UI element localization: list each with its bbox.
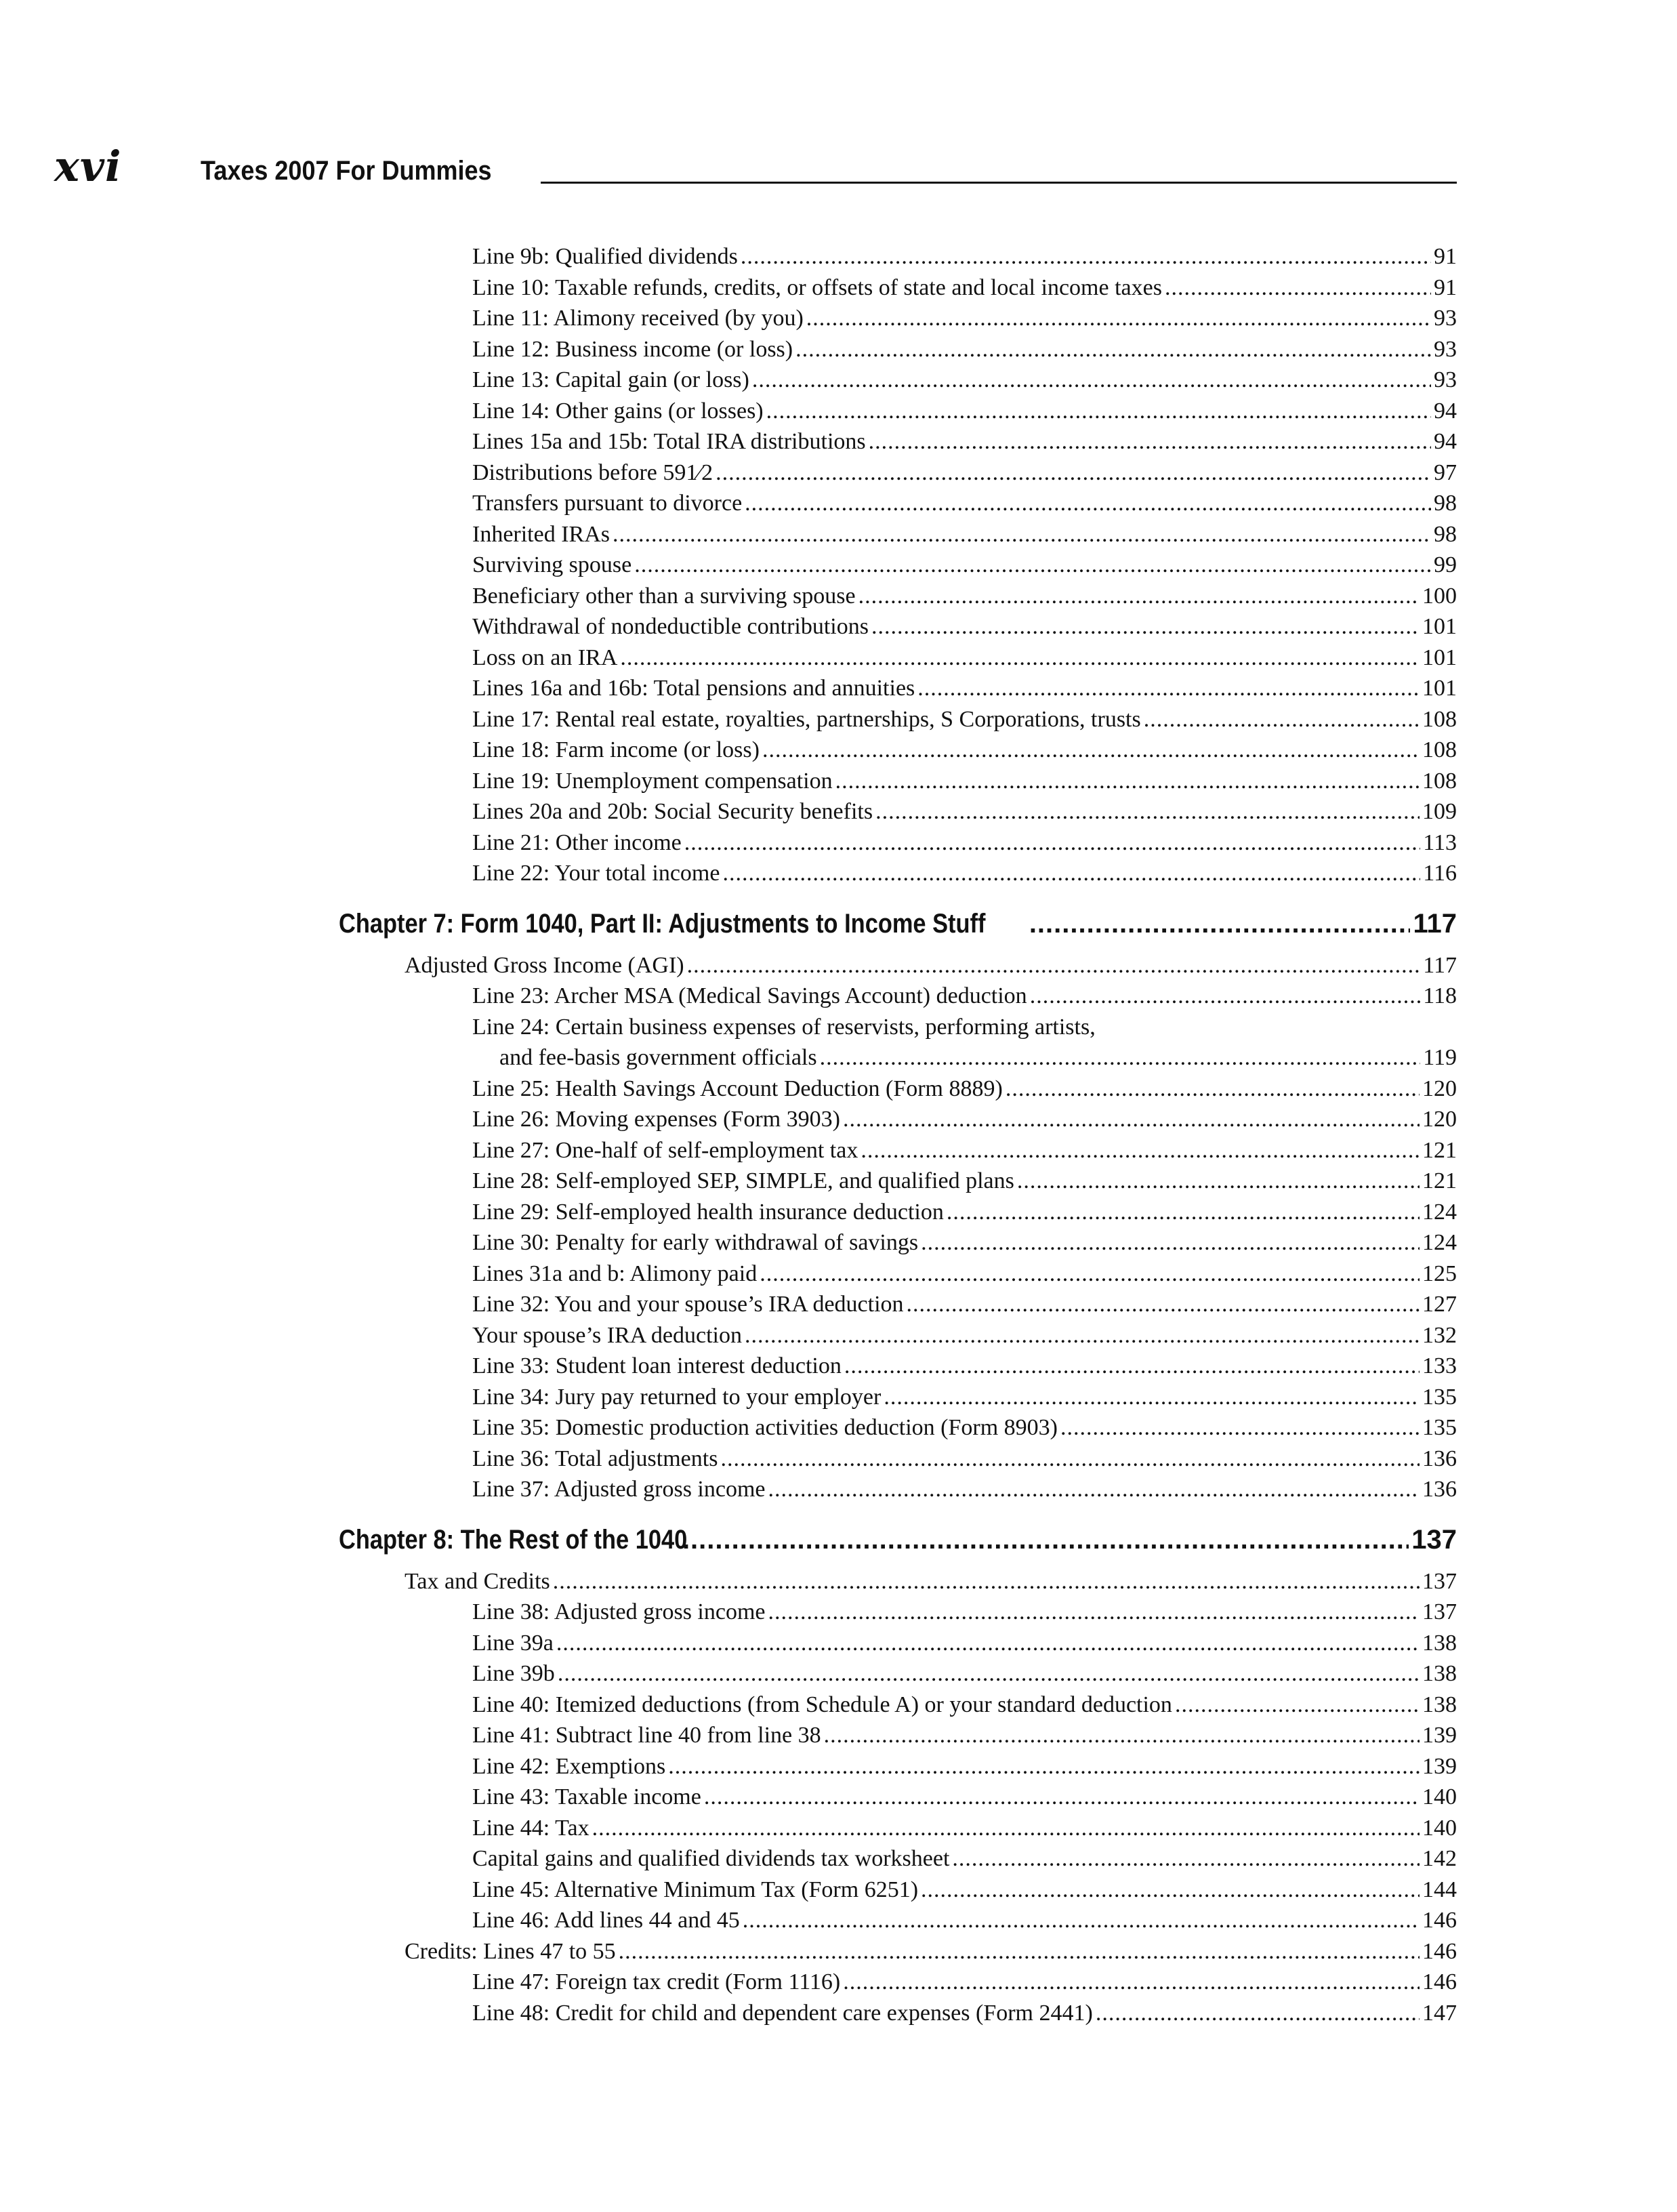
toc-entry-page: 138 <box>1422 1692 1457 1717</box>
toc-entry <box>339 1782 1457 1813</box>
toc-entry-page: 101 <box>1422 676 1457 701</box>
toc-entry-label: Line 11: Alimony received (by you) <box>472 306 804 331</box>
toc-entry <box>339 365 1457 396</box>
dot-leader <box>682 1523 1409 1557</box>
toc-entry-page: 93 <box>1434 336 1457 362</box>
dot-leader <box>1006 1073 1420 1105</box>
dot-leader <box>921 1875 1420 1906</box>
toc-section <box>339 950 1457 981</box>
toc-entry-page: 101 <box>1422 614 1457 639</box>
toc-entry <box>339 303 1457 334</box>
dot-leader <box>1017 1166 1420 1197</box>
toc-entry-page: 100 <box>1422 583 1457 609</box>
toc-entry-label: Line 25: Health Savings Account Deduction (Form 8889) <box>472 1076 1003 1101</box>
toc-entry <box>339 1412 1457 1443</box>
dot-leader <box>1175 1689 1420 1721</box>
chapter-heading-7 <box>339 907 1457 941</box>
dot-leader <box>835 766 1420 797</box>
toc-entry-label: Line 26: Moving expenses (Form 3903) <box>472 1107 840 1132</box>
dot-leader <box>592 1813 1420 1844</box>
toc-entry-page: 93 <box>1434 306 1457 331</box>
toc-entry <box>339 1474 1457 1505</box>
toc-entry <box>339 1382 1457 1413</box>
dot-leader <box>843 1104 1420 1135</box>
toc-entry-page: 124 <box>1422 1230 1457 1255</box>
toc-entry <box>339 858 1457 889</box>
dot-leader <box>741 241 1431 272</box>
toc-entry-label: Line 47: Foreign tax credit (Form 1116) <box>472 1969 841 1994</box>
dot-leader <box>766 396 1431 427</box>
toc-entry-continuation <box>339 1042 1457 1073</box>
toc-entry-label: Loss on an IRA <box>472 644 618 670</box>
dot-leader <box>687 950 1421 981</box>
toc-entry <box>339 1166 1457 1197</box>
toc-entry <box>339 1104 1457 1135</box>
dot-leader <box>558 1658 1420 1689</box>
chapter-title: Chapter 7: Form 1040, Part II: Adjustments to Income Stuff <box>339 908 986 939</box>
toc-entry <box>339 241 1457 272</box>
dot-leader <box>556 1628 1420 1659</box>
toc-entry <box>339 272 1457 304</box>
toc-entry-page: 133 <box>1422 1353 1457 1378</box>
toc-entry-page: 127 <box>1422 1292 1457 1317</box>
dot-leader <box>704 1782 1420 1813</box>
dot-leader <box>917 673 1420 704</box>
toc-entry-label: Line 13: Capital gain (or loss) <box>472 367 749 392</box>
toc-entry-page: 118 <box>1423 983 1457 1008</box>
toc-entry-label: Line 24: Certain business expenses of reservists, performing artists, <box>472 1014 1096 1040</box>
toc-entry-label: Lines 15a and 15b: Total IRA distributions <box>472 429 866 454</box>
toc-entry-label: Adjusted Gross Income (AGI) <box>405 952 684 978</box>
toc-entry-label: Line 33: Student loan interest deduction <box>472 1353 842 1378</box>
toc-entry <box>339 1073 1457 1105</box>
toc-entry-label: Lines 20a and 20b: Social Security benefits <box>472 799 873 824</box>
toc-entry <box>339 581 1457 612</box>
toc-entry-label: Line 41: Subtract line 40 from line 38 <box>472 1723 821 1748</box>
dot-leader <box>760 1258 1420 1290</box>
toc-entry-page: 98 <box>1434 491 1457 516</box>
toc-entry <box>339 1751 1457 1782</box>
toc-entry-page: 108 <box>1422 706 1457 732</box>
running-header <box>54 142 1457 197</box>
dot-leader <box>1030 981 1421 1012</box>
toc-entry-label: Line 18: Farm income (or loss) <box>472 737 760 762</box>
toc-group-chapter6-continued <box>339 241 1457 889</box>
toc-entry <box>339 457 1457 489</box>
toc-entry-label: Line 10: Taxable refunds, credits, or offsets of state and local income taxes <box>472 274 1162 300</box>
toc-entry-page: 146 <box>1422 1969 1457 1994</box>
toc-entry <box>339 396 1457 427</box>
toc-entry-page: 117 <box>1423 952 1457 978</box>
toc-entry <box>339 981 1457 1012</box>
chapter-page: 117 <box>1413 908 1457 939</box>
toc-entry-label: Line 29: Self-employed health insurance deduction <box>472 1199 944 1225</box>
toc-entry <box>339 1258 1457 1290</box>
dot-leader <box>613 519 1431 550</box>
dot-leader <box>743 1905 1420 1936</box>
toc-entry-first-line <box>339 1012 1457 1043</box>
toc-entry <box>339 796 1457 827</box>
toc-entry-label: Line 9b: Qualified dividends <box>472 244 738 269</box>
toc-entry-label: Line 39b <box>472 1661 555 1686</box>
table-of-contents <box>339 241 1457 2028</box>
toc-entry-label: Line 40: Itemized deductions (from Schedule A) or your standard deduction <box>472 1692 1172 1717</box>
toc-entry-label: Line 37: Adjusted gross income <box>472 1477 766 1502</box>
toc-group-chapter7 <box>339 1073 1457 1505</box>
dot-leader <box>820 1042 1421 1073</box>
chapter-title: Chapter 8: The Rest of the 1040 <box>339 1524 688 1555</box>
toc-entry-label: Line 19: Unemployment compensation <box>472 768 833 794</box>
toc-entry-page: 132 <box>1422 1322 1457 1348</box>
dot-leader <box>858 581 1420 612</box>
toc-entry-label: Line 28: Self-employed SEP, SIMPLE, and qualified plans <box>472 1168 1014 1193</box>
toc-entry-page: 94 <box>1434 398 1457 424</box>
toc-entry-page: 137 <box>1422 1568 1457 1594</box>
dot-leader <box>752 365 1431 396</box>
toc-entry-page: 108 <box>1422 737 1457 762</box>
toc-entry <box>339 1227 1457 1258</box>
toc-entry-label: Line 34: Jury pay returned to your employer <box>472 1384 882 1410</box>
toc-entry-page: 144 <box>1422 1877 1457 1902</box>
toc-entry-page: 91 <box>1434 274 1457 300</box>
toc-entry-page: 97 <box>1434 459 1457 485</box>
dot-leader <box>716 457 1431 489</box>
toc-entry <box>339 1443 1457 1475</box>
dot-leader <box>884 1382 1420 1413</box>
toc-entry <box>339 766 1457 797</box>
toc-entry-label: Line 48: Credit for child and dependent care expenses (Form 2441) <box>472 2000 1093 2026</box>
header-rule <box>541 182 1457 184</box>
dot-leader <box>619 1936 1420 1967</box>
toc-entry-page: 125 <box>1422 1261 1457 1286</box>
toc-entry-page: 108 <box>1422 768 1457 794</box>
toc-entry <box>339 1689 1457 1721</box>
toc-entry-page: 91 <box>1434 244 1457 269</box>
toc-entry-page: 120 <box>1422 1076 1457 1101</box>
dot-leader <box>634 550 1431 581</box>
toc-entry-label: Your spouse’s IRA deduction <box>472 1322 742 1348</box>
dot-leader <box>620 642 1420 674</box>
toc-entry <box>339 1351 1457 1382</box>
chapter-heading-8 <box>339 1523 1457 1557</box>
toc-entry-label: Line 38: Adjusted gross income <box>472 1599 766 1624</box>
dot-leader <box>871 611 1420 642</box>
toc-entry-page: 119 <box>1423 1045 1457 1070</box>
toc-entry <box>339 1998 1457 2029</box>
toc-entry-label: Line 21: Other income <box>472 830 682 855</box>
dot-leader <box>745 488 1431 519</box>
toc-entry-page: 139 <box>1422 1753 1457 1779</box>
toc-entry <box>339 1843 1457 1875</box>
book-title: Taxes 2007 For Dummies <box>201 156 492 186</box>
dot-leader <box>806 303 1431 334</box>
toc-entry-page: 109 <box>1422 799 1457 824</box>
chapter-page: 137 <box>1411 1524 1457 1555</box>
dot-leader <box>907 1289 1420 1320</box>
toc-entry <box>339 673 1457 704</box>
toc-entry-label: Line 30: Penalty for early withdrawal of savings <box>472 1230 919 1255</box>
toc-entry-page: 135 <box>1422 1415 1457 1440</box>
toc-entry-label: Line 32: You and your spouse’s IRA deduction <box>472 1292 904 1317</box>
toc-entry-page: 138 <box>1422 1661 1457 1686</box>
dot-leader <box>875 796 1420 827</box>
toc-entry-label: Lines 31a and b: Alimony paid <box>472 1261 758 1286</box>
toc-entry-page: 120 <box>1422 1107 1457 1132</box>
dot-leader <box>768 1474 1420 1505</box>
toc-entry-label: Beneficiary other than a surviving spouse <box>472 583 856 609</box>
toc-entry-page: 93 <box>1434 367 1457 392</box>
toc-entry-label: Line 35: Domestic production activities deduction (Form 8903) <box>472 1415 1058 1440</box>
dot-leader <box>844 1351 1420 1382</box>
dot-leader <box>795 334 1431 365</box>
dot-leader <box>762 735 1420 766</box>
toc-entry <box>339 1197 1457 1228</box>
toc-entry <box>339 488 1457 519</box>
toc-entry-page: 137 <box>1422 1599 1457 1624</box>
toc-entry-label: Surviving spouse <box>472 552 632 577</box>
toc-entry-label: Line 17: Rental real estate, royalties, partnerships, S Corporations, trusts <box>472 706 1141 732</box>
toc-entry <box>339 1135 1457 1166</box>
toc-entry <box>339 1658 1457 1689</box>
toc-entry-label: Line 44: Tax <box>472 1815 589 1841</box>
toc-section <box>339 1566 1457 1597</box>
toc-entry-label: Line 22: Your total income <box>472 861 720 886</box>
toc-entry-page: 136 <box>1422 1446 1457 1471</box>
toc-entry-page: 98 <box>1434 521 1457 547</box>
dot-leader <box>722 858 1420 889</box>
toc-entry-label: Line 14: Other gains (or losses) <box>472 398 764 424</box>
dot-leader <box>843 1967 1420 1998</box>
toc-entry-page: 135 <box>1422 1384 1457 1410</box>
toc-entry-page: 121 <box>1422 1137 1457 1163</box>
dot-leader <box>1165 272 1431 304</box>
toc-entry-label: Capital gains and qualified dividends tax worksheet <box>472 1846 950 1871</box>
toc-entry-page: 121 <box>1422 1168 1457 1193</box>
toc-entry-label: and fee-basis government officials <box>499 1045 817 1070</box>
toc-entry <box>339 827 1457 859</box>
toc-entry <box>339 1597 1457 1628</box>
dot-leader <box>745 1320 1420 1351</box>
toc-entry-page: 116 <box>1423 861 1457 886</box>
toc-entry-page: 146 <box>1422 1908 1457 1933</box>
toc-entry <box>339 1905 1457 1936</box>
toc-entry <box>339 426 1457 457</box>
toc-entry <box>339 704 1457 735</box>
toc-entry <box>339 1967 1457 1998</box>
dot-leader <box>861 1135 1420 1166</box>
toc-entry-page: 147 <box>1422 2000 1457 2026</box>
toc-entry-page: 146 <box>1422 1938 1457 1964</box>
toc-entry-page: 136 <box>1422 1477 1457 1502</box>
dot-leader <box>947 1197 1420 1228</box>
toc-entry-label: Line 36: Total adjustments <box>472 1446 718 1471</box>
toc-entry-label: Credits: Lines 47 to 55 <box>405 1938 616 1964</box>
toc-entry <box>339 611 1457 642</box>
toc-section <box>339 1936 1457 1967</box>
toc-entry-page: 139 <box>1422 1723 1457 1748</box>
dot-leader <box>1096 1998 1420 2029</box>
dot-leader <box>1029 907 1411 941</box>
toc-entry-label: Line 42: Exemptions <box>472 1753 666 1779</box>
toc-entry-page: 99 <box>1434 552 1457 577</box>
toc-entry <box>339 642 1457 674</box>
toc-entry-label: Inherited IRAs <box>472 521 610 547</box>
toc-entry <box>339 1875 1457 1906</box>
toc-entry-label: Line 45: Alternative Minimum Tax (Form 6251) <box>472 1877 919 1902</box>
toc-entry-label: Withdrawal of nondeductible contributions <box>472 614 869 639</box>
toc-entry <box>339 550 1457 581</box>
toc-entry-label: Distributions before 591⁄2 <box>472 459 713 485</box>
toc-entry-label: Lines 16a and 16b: Total pensions and annuities <box>472 676 915 701</box>
toc-entry-label: Line 39a <box>472 1630 554 1656</box>
toc-entry-label: Tax and Credits <box>405 1568 550 1594</box>
toc-group-chapter8-tax <box>339 1597 1457 1936</box>
toc-entry <box>339 519 1457 550</box>
toc-entry <box>339 1813 1457 1844</box>
toc-entry-label: Line 23: Archer MSA (Medical Savings Account) deduction <box>472 983 1027 1008</box>
dot-leader <box>824 1720 1420 1751</box>
toc-group-chapter8-credits <box>339 1967 1457 2028</box>
page-number-folio: xvi <box>54 142 122 191</box>
dot-leader <box>668 1751 1420 1782</box>
dot-leader <box>768 1597 1420 1628</box>
toc-entry-page: 138 <box>1422 1630 1457 1656</box>
toc-entry-label: Line 12: Business income (or loss) <box>472 336 793 362</box>
toc-entry-label: Transfers pursuant to divorce <box>472 491 743 516</box>
toc-entry <box>339 334 1457 365</box>
toc-entry-page: 140 <box>1422 1815 1457 1841</box>
toc-entry-label: Line 27: One-half of self-employment tax <box>472 1137 858 1163</box>
dot-leader <box>720 1443 1420 1475</box>
toc-entry-page: 142 <box>1422 1846 1457 1871</box>
dot-leader <box>553 1566 1420 1597</box>
toc-entry-page: 140 <box>1422 1784 1457 1809</box>
toc-entry <box>339 1320 1457 1351</box>
dot-leader <box>1060 1412 1420 1443</box>
toc-entry <box>339 1720 1457 1751</box>
toc-entry-label: Line 46: Add lines 44 and 45 <box>472 1908 740 1933</box>
dot-leader <box>869 426 1431 457</box>
toc-entry-page: 113 <box>1423 830 1457 855</box>
dot-leader <box>952 1843 1420 1875</box>
toc-entry <box>339 735 1457 766</box>
toc-entry <box>339 1289 1457 1320</box>
toc-entry-page: 101 <box>1422 644 1457 670</box>
dot-leader <box>684 827 1421 859</box>
toc-entry-page: 94 <box>1434 429 1457 454</box>
toc-entry-page: 124 <box>1422 1199 1457 1225</box>
toc-entry <box>339 1628 1457 1659</box>
dot-leader <box>1144 704 1420 735</box>
dot-leader <box>921 1227 1420 1258</box>
toc-entry-label: Line 43: Taxable income <box>472 1784 701 1809</box>
